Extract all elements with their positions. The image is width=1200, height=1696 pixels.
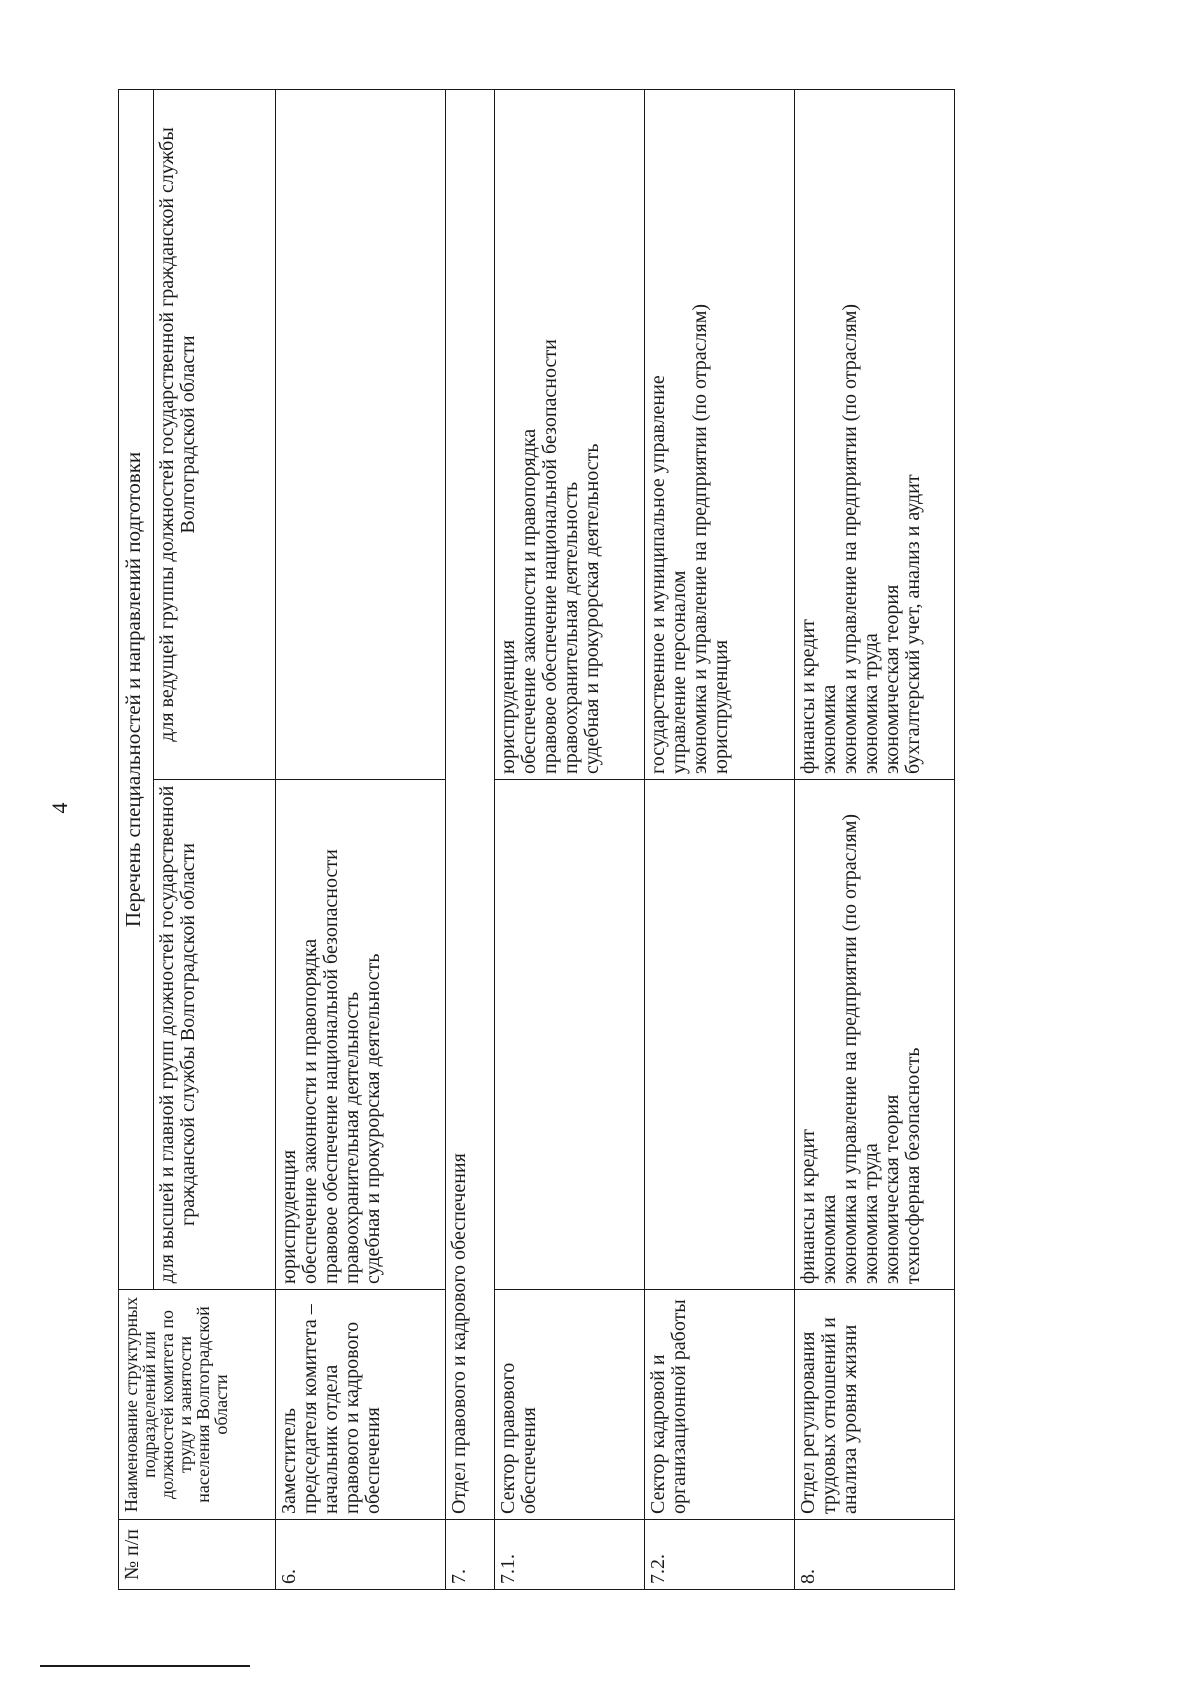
table-row-8 <box>795 90 955 1590</box>
list-item: государственное и муниципальное управление <box>647 375 669 774</box>
row-lead-list <box>495 90 645 780</box>
row-name: Отдел регулирования трудовых отношений и анализа уровня жизни <box>795 1290 955 1520</box>
list-item: экономическая теория <box>881 584 903 774</box>
row-name: Заместитель председателя комитета – начальник отдела правового и кадрового обеспечения <box>276 1290 446 1520</box>
list-item: управление персоналом <box>668 570 690 774</box>
header-col-high: для высшей и главной групп должностей государственной гражданской службы Волгоградской области <box>154 780 276 1290</box>
list-item: бухгалтерский учет, анализ и аудит <box>902 474 924 774</box>
list-item: правовое обеспечение национальной безопасности <box>539 339 561 774</box>
list-item: экономика труда <box>860 1143 882 1284</box>
row-lead-list <box>645 90 795 780</box>
row-high-list <box>495 780 645 1290</box>
row-high-list <box>795 780 955 1290</box>
list-item: финансы и кредит <box>797 1129 819 1284</box>
header-name: Наименование структурных подразделений или должностей комитета по труду и занятости населения Волгоградской области <box>119 1290 276 1520</box>
section-title: Отдел правового и кадрового обеспечения <box>446 90 495 1520</box>
row-number: 8. <box>795 1520 955 1590</box>
list-item: обеспечение законности и правопорядка <box>299 938 321 1284</box>
header-list: Перечень специальностей и направлений подготовки <box>119 90 154 1290</box>
list-item: правоохранительная деятельность <box>341 991 363 1284</box>
list-item: экономика труда <box>860 633 882 774</box>
header-row <box>119 90 154 1590</box>
row-lead-list <box>795 90 955 780</box>
list-item: экономика и управление на предприятии (по отраслям) <box>689 303 711 774</box>
row-name: Сектор кадровой и организационной работы <box>645 1290 795 1520</box>
list-item: правоохранительная деятельность <box>560 481 582 774</box>
list-item: техносферная безопасность <box>902 1047 924 1284</box>
list-item: экономическая теория <box>881 1094 903 1284</box>
list-item: обеспечение законности и правопорядка <box>518 428 540 774</box>
table-row-6 <box>276 90 446 1590</box>
list-item: экономика и управление на предприятии (по отраслям) <box>839 303 861 774</box>
list-item: правовое обеспечение национальной безопасности <box>320 849 342 1284</box>
rotated-table-frame <box>118 90 1128 1590</box>
row-name: Сектор правового обеспечения <box>495 1290 645 1520</box>
list-item: юриспруденция <box>497 639 519 774</box>
section-row-7 <box>446 90 495 1590</box>
list-item: финансы и кредит <box>797 619 819 774</box>
section-number: 7. <box>446 1520 495 1590</box>
page-number: 4 <box>47 802 72 814</box>
header-col-lead: для ведущей группы должностей государственной гражданской службы Волгоградской области <box>154 90 276 780</box>
row-number: 6. <box>276 1520 446 1590</box>
header-num: № п/п <box>119 1520 276 1590</box>
list-item: судебная и прокурорская деятельность <box>362 953 384 1284</box>
list-item: юриспруденция <box>710 639 732 774</box>
specialties-table <box>118 89 955 1590</box>
list-item: юриспруденция <box>278 1149 300 1284</box>
row-high-list <box>645 780 795 1290</box>
row-number: 7.1. <box>495 1520 645 1590</box>
list-item: экономика и управление на предприятии (по отраслям) <box>839 813 861 1284</box>
list-item: экономика <box>818 684 840 774</box>
table-row-7-1 <box>495 90 645 1590</box>
footer-rule <box>40 1665 250 1667</box>
row-number: 7.2. <box>645 1520 795 1590</box>
list-item: экономика <box>818 1194 840 1284</box>
list-item: судебная и прокурорская деятельность <box>581 443 603 774</box>
table-row-7-2 <box>645 90 795 1590</box>
row-lead-list <box>276 90 446 780</box>
row-high-list <box>276 780 446 1290</box>
